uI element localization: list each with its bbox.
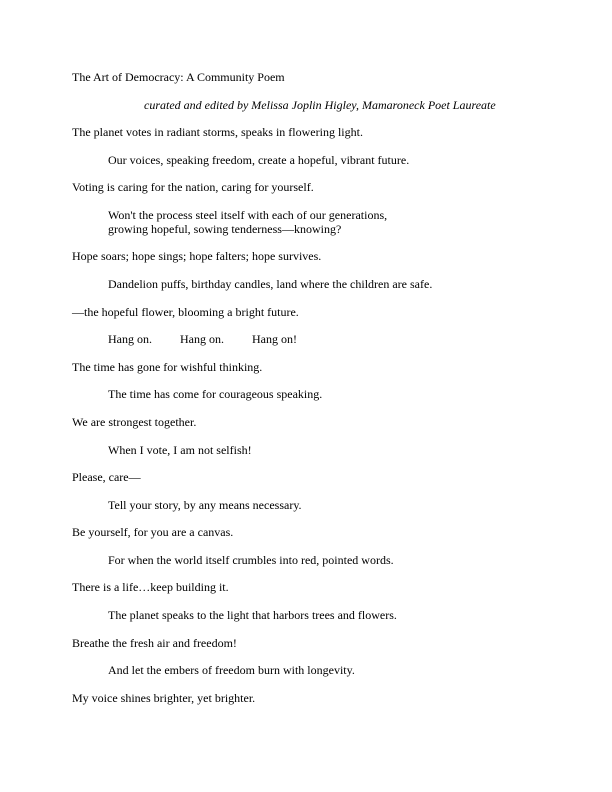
poem-line: Our voices, speaking freedom, create a hopeful, vibrant future. — [108, 152, 410, 167]
poem-line: The time has come for courageous speaking. — [108, 387, 323, 402]
poem-stanza — [72, 126, 548, 140]
poem-byline: curated and edited by Melissa Joplin Higley, Mamaroneck Poet Laureate — [144, 97, 496, 112]
poem-line: Breathe the fresh air and freedom! — [72, 635, 237, 650]
poem-stanza — [72, 333, 548, 347]
poem-stanza — [72, 444, 548, 458]
poem-line: And let the embers of freedom burn with longevity. — [108, 663, 355, 678]
poem-line: We are strongest together. — [72, 414, 197, 429]
poem-line: Please, care— — [72, 470, 141, 485]
poem-stanza — [72, 416, 548, 430]
poem-stanza — [72, 209, 548, 237]
poem-stanza — [72, 664, 548, 678]
poem-stanza — [72, 154, 548, 168]
poem-body — [72, 126, 548, 705]
poem-line: Won't the process steel itself with each of our generations, — [108, 207, 388, 222]
poem-line-segment: Hang on. — [180, 332, 224, 347]
poem-line: Dandelion puffs, birthday candles, land where the children are safe. — [108, 276, 433, 291]
poem-stanza — [72, 692, 548, 706]
poem-line: growing hopeful, sowing tenderness—knowing? — [108, 221, 342, 236]
poem-line: There is a life…keep building it. — [72, 580, 229, 595]
poem-stanza — [72, 388, 548, 402]
poem-stanza — [72, 526, 548, 540]
poem-stanza — [72, 637, 548, 651]
poem-stanza — [72, 361, 548, 375]
poem-stanza — [72, 554, 548, 568]
poem-line: The time has gone for wishful thinking. — [72, 359, 263, 374]
poem-line: For when the world itself crumbles into red, pointed words. — [108, 552, 394, 567]
poem-stanza — [72, 250, 548, 264]
poem-stanza — [72, 581, 548, 595]
poem-line: The planet speaks to the light that harbors trees and flowers. — [108, 608, 397, 623]
poem-stanza — [72, 306, 548, 320]
poem-line: My voice shines brighter, yet brighter. — [72, 690, 256, 705]
poem-stanza — [72, 609, 548, 623]
poem-stanza — [72, 471, 548, 485]
poem-line: Hope soars; hope sings; hope falters; hope survives. — [72, 249, 322, 264]
poem-line-segment: Hang on! — [252, 332, 297, 347]
poem-title: The Art of Democracy: A Community Poem — [72, 70, 285, 84]
poem-line: Be yourself, for you are a canvas. — [72, 525, 234, 540]
poem-line: The planet votes in radiant storms, speaks in flowering light. — [72, 125, 363, 140]
poem-stanza — [72, 499, 548, 513]
poem-stanza — [72, 278, 548, 292]
poem-line: Voting is caring for the nation, caring for yourself. — [72, 180, 314, 195]
poem-stanza — [72, 181, 548, 195]
poem-line: —the hopeful flower, blooming a bright future. — [72, 304, 299, 319]
poem-line: When I vote, I am not selfish! — [108, 442, 252, 457]
poem-line: Tell your story, by any means necessary. — [108, 497, 302, 512]
poem-line-segment: Hang on. — [108, 332, 152, 347]
